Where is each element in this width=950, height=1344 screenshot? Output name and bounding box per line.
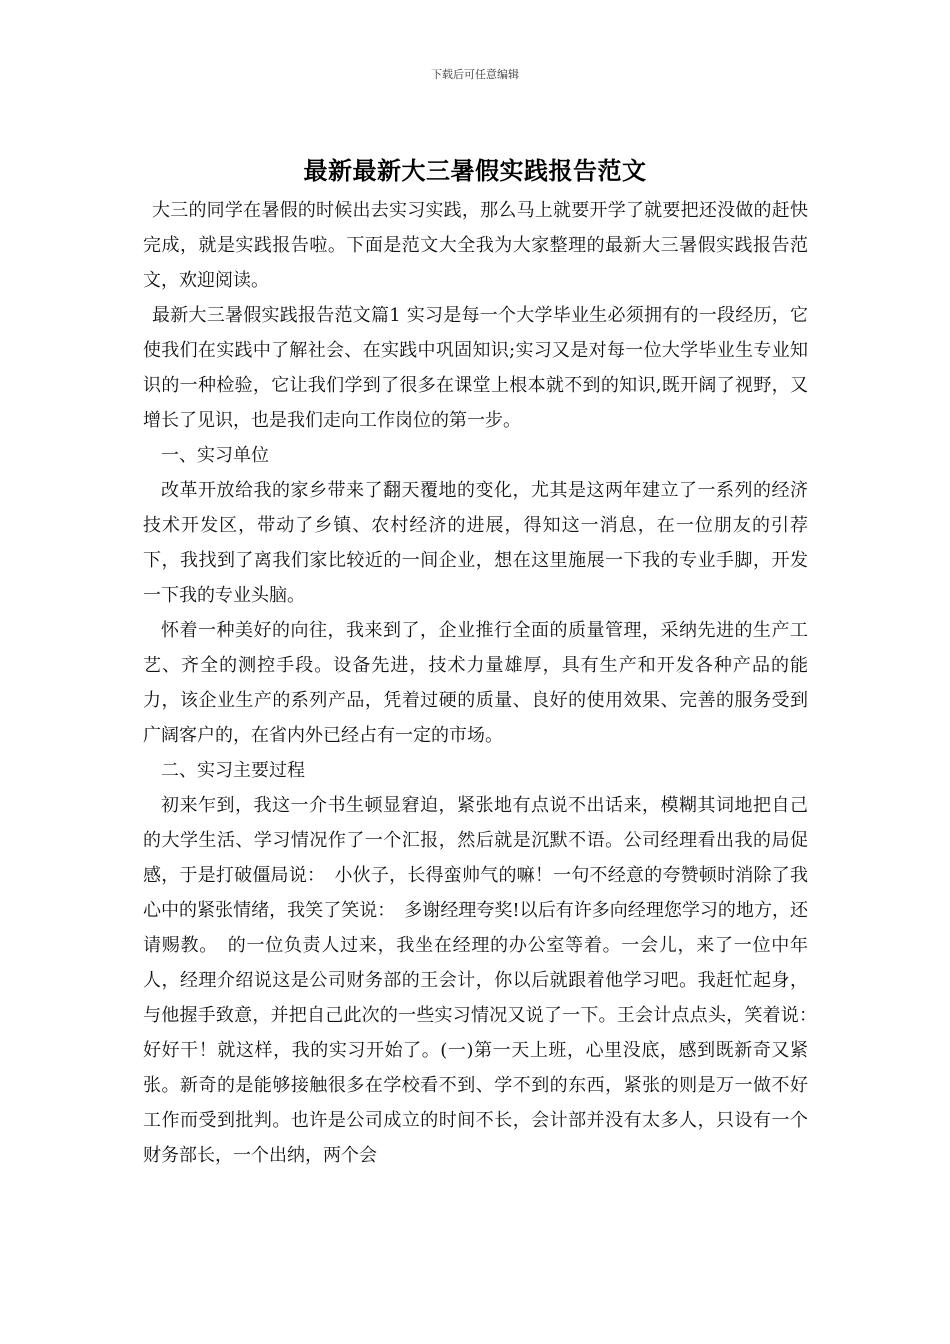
section-heading-1: 一、实习单位 (161, 445, 269, 466)
section-heading-2: 二、实习主要过程 (161, 760, 305, 781)
document-title: 最新最新大三暑假实践报告范文 (303, 156, 647, 185)
body-paragraph-3: 怀着一种美好的向往，我来到了，企业推行全面的质量管理，采纳先进的生产工艺、齐全的测控手段。设备先进，技术力量雄厚，具有生产和开发各种产品的能力，该企业生产的系列产品，凭着过硬的质量、良好的使用效果、完善的服务受到广阔客户的，在省内外已经占有一定的市场。 (143, 620, 808, 746)
body-paragraph-1: 最新大三暑假实践报告范文篇1 实习是每一个大学毕业生必须拥有的一段经历，它使我们在实践中了解社会、在实践中巩固知识;实习又是对每一位大学毕业生专业知识的一种检验，它让我们学到了很多在课堂上根本就不到的知识,既开阔了视野，又增长了见识，也是我们走向工作岗位的第一步。 (143, 305, 808, 431)
document-body (143, 193, 826, 1173)
intro-paragraph: 大三的同学在暑假的时候出去实习实践，那么马上就要开学了就要把还没做的赶快完成，就是实践报告啦。下面是范文大全我为大家整理的最新大三暑假实践报告范文，欢迎阅读。 (143, 200, 808, 291)
header-note: 下载后可任意编辑 (431, 68, 519, 81)
body-paragraph-2: 改革开放给我的家乡带来了翻天覆地的变化，尤其是这两年建立了一系列的经济技术开发区，带动了乡镇、农村经济的进展，得知这一消息，在一位朋友的引荐下，我找到了离我们家比较近的一间企业，想在这里施展一下我的专业手脚，开发一下我的专业头脑。 (143, 480, 808, 606)
body-paragraph-4: 初来乍到，我这一介书生顿显窘迫，紧张地有点说不出话来，模糊其词地把自己的大学生活、学习情况作了一个汇报，然后就是沉默不语。公司经理看出我的局促感，于是打破僵局说： 小伙子，长得蛮帅气的嘛！一句不经意的夸赞顿时消除了我心中的紧张情绪，我笑了笑说： 多谢经理夸奖!以后有许多向经理您学习的地方，还请赐教。 的一位负责人过来，我坐在经理的办公室等着。一会儿，来了一位中年人，经理介绍说这是公司财务部的王会计，你以后就跟着他学习吧。我赶忙起身，与他握手致意，并把自己此次的一些实习情况又说了一下。王会计点点头，笑着说： 好好干！就这样，我的实习开始了。(一)第一天上班，心里没底，感到既新奇又紧张。新奇的是能够接触很多在学校看不到、学不到的东西，紧张的则是万一做不好工作而受到批判。也许是公司成立的时间不长，会计部并没有太多人，只设有一个财务部长，一个出纳，两个会 (143, 795, 826, 1166)
